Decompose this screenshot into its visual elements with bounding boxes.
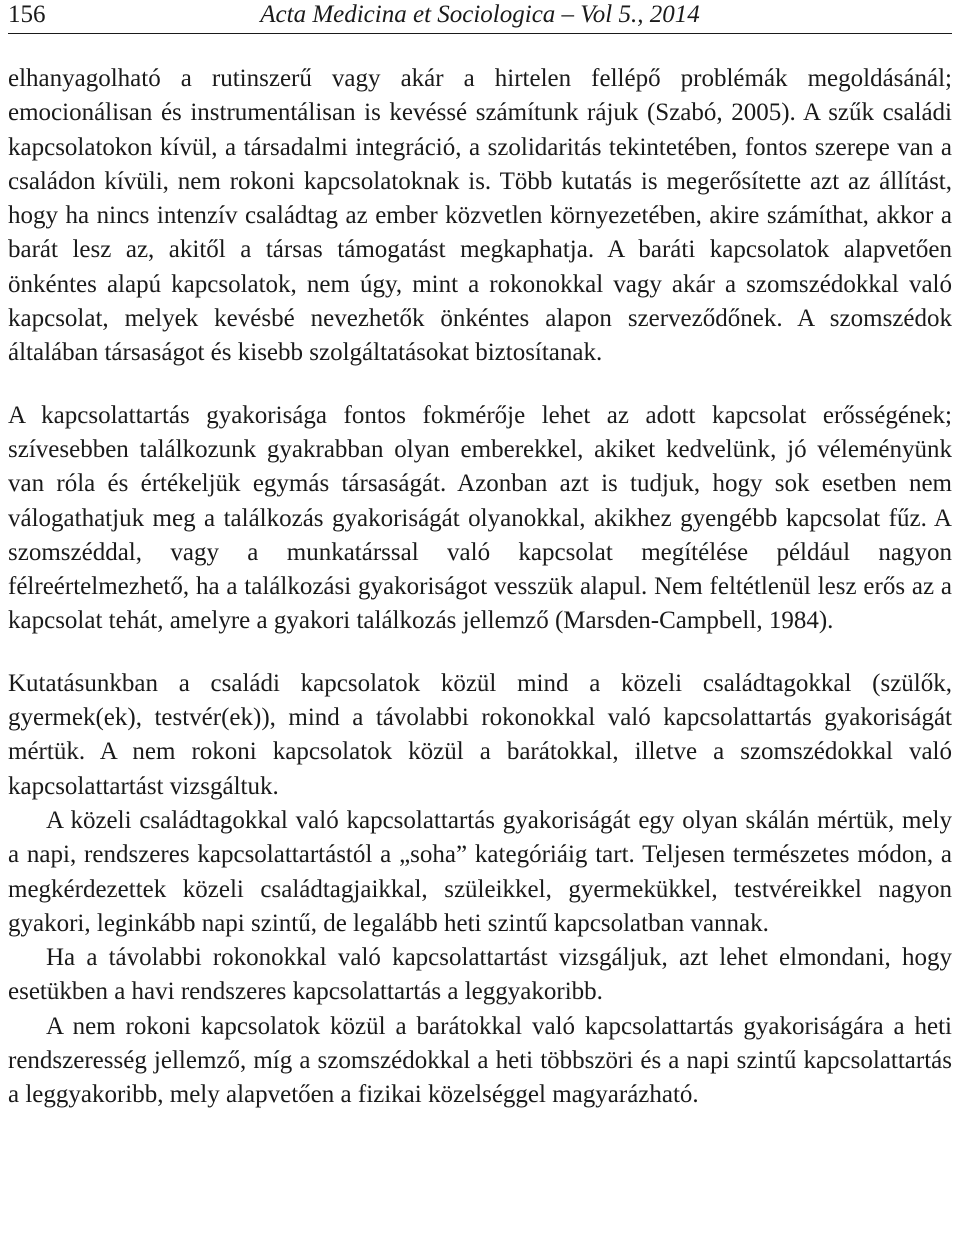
paragraph: Kutatásunkban a családi kapcsolatok közül mind a közeli családtagokkal (szülők, gyermek(ek), testvér(ek)), mind a távolabbi rokonokkal való kapcsolattartás gyakoriságát mértük. A nem rokoni kapcsolatok közül a barátokkal, illetve a szomszédokkal való kapcsolattartást vizsgáltuk.: [8, 669, 952, 800]
paragraph: A közeli családtagokkal való kapcsolattartás gyakoriságát egy olyan skálán mértük, mely a napi, rendszeres kapcsolattartástól a „soha” kategóriáig tart. Teljesen természetes módon, a megkérdezettek közeli családtagjaikkal, szüleikkel, gyermekükkel, testvéreikkel nagyon gyakori, leginkább napi szintű, de legalább heti szintű kapcsolatban vannak.: [8, 806, 952, 937]
body-text: [8, 62, 952, 1113]
paragraph: A nem rokoni kapcsolatok közül a barátokkal való kapcsolattartás gyakoriságára a heti rendszeresség jellemző, míg a szomszédokkal a heti többszöri és a napi szintű kapcsolattartás a leggyakoribb, mely alapvetően a fizikai közelséggel magyarázható.: [8, 1012, 952, 1109]
paragraph: A kapcsolattartás gyakorisága fontos fokmérője lehet az adott kapcsolat erősségének; szívesebben találkozunk gyakrabban olyan emberekkel, akiket kedvelünk, jó véleményünk van róla és értékeljük egymás társaságát. Azonban azt is tudjuk, hogy sok esetben nem válogathatjuk meg a találkozás gyakoriságát olyanokkal, akikhez gyengébb kapcsolat fűz. A szomszéddal, vagy a munkatárssal való kapcsolat megítélése például nagyon félreértelmezhető, ha a találkozási gyakoriságot vesszük alapul. Nem feltétlenül lesz erős az a kapcsolat tehát, amelyre a gyakori találkozás jellemző (Marsden-Campbell, 1984).: [8, 401, 952, 635]
header-divider: [8, 33, 952, 34]
paragraph: Ha a távolabbi rokonokkal való kapcsolattartást vizsgáljuk, azt lehet elmondani, hogy esetükben a havi rendszeres kapcsolattartás a leggyakoribb.: [8, 944, 952, 1006]
running-header: [8, 0, 952, 30]
journal-title: Acta Medicina et Sociologica – Vol 5., 2014: [260, 1, 700, 28]
paragraph: elhanyagolható a rutinszerű vagy akár a hirtelen fellépő problémák megoldásánál; emocionálisan és instrumentálisan is kevéssé számítunk rájuk (Szabó, 2005). A szűk családi kapcsolatokon kívül, a társadalmi integráció, a szolidaritás tekintetében, fontos szerepe van a családon kívüli, nem rokoni kapcsolatoknak is. Több kutatás is megerősítette azt az állítást, hogy ha nincs intenzív családtag az ember közvetlen környezetében, akire számíthat, akkor a barát lesz az, akitől a társas támogatást megkaphatja. A baráti kapcsolatok alapvetően önkéntes alapú kapcsolatok, nem úgy, mint a rokonokkal vagy akár a szomszédokkal való kapcsolat, melyek kevésbé nevezhetők önkéntes alapon szerveződőnek. A szomszédok általában társaságot és kisebb szolgáltatásokat biztosítanak.: [8, 65, 952, 367]
page-number: 156: [8, 1, 46, 28]
